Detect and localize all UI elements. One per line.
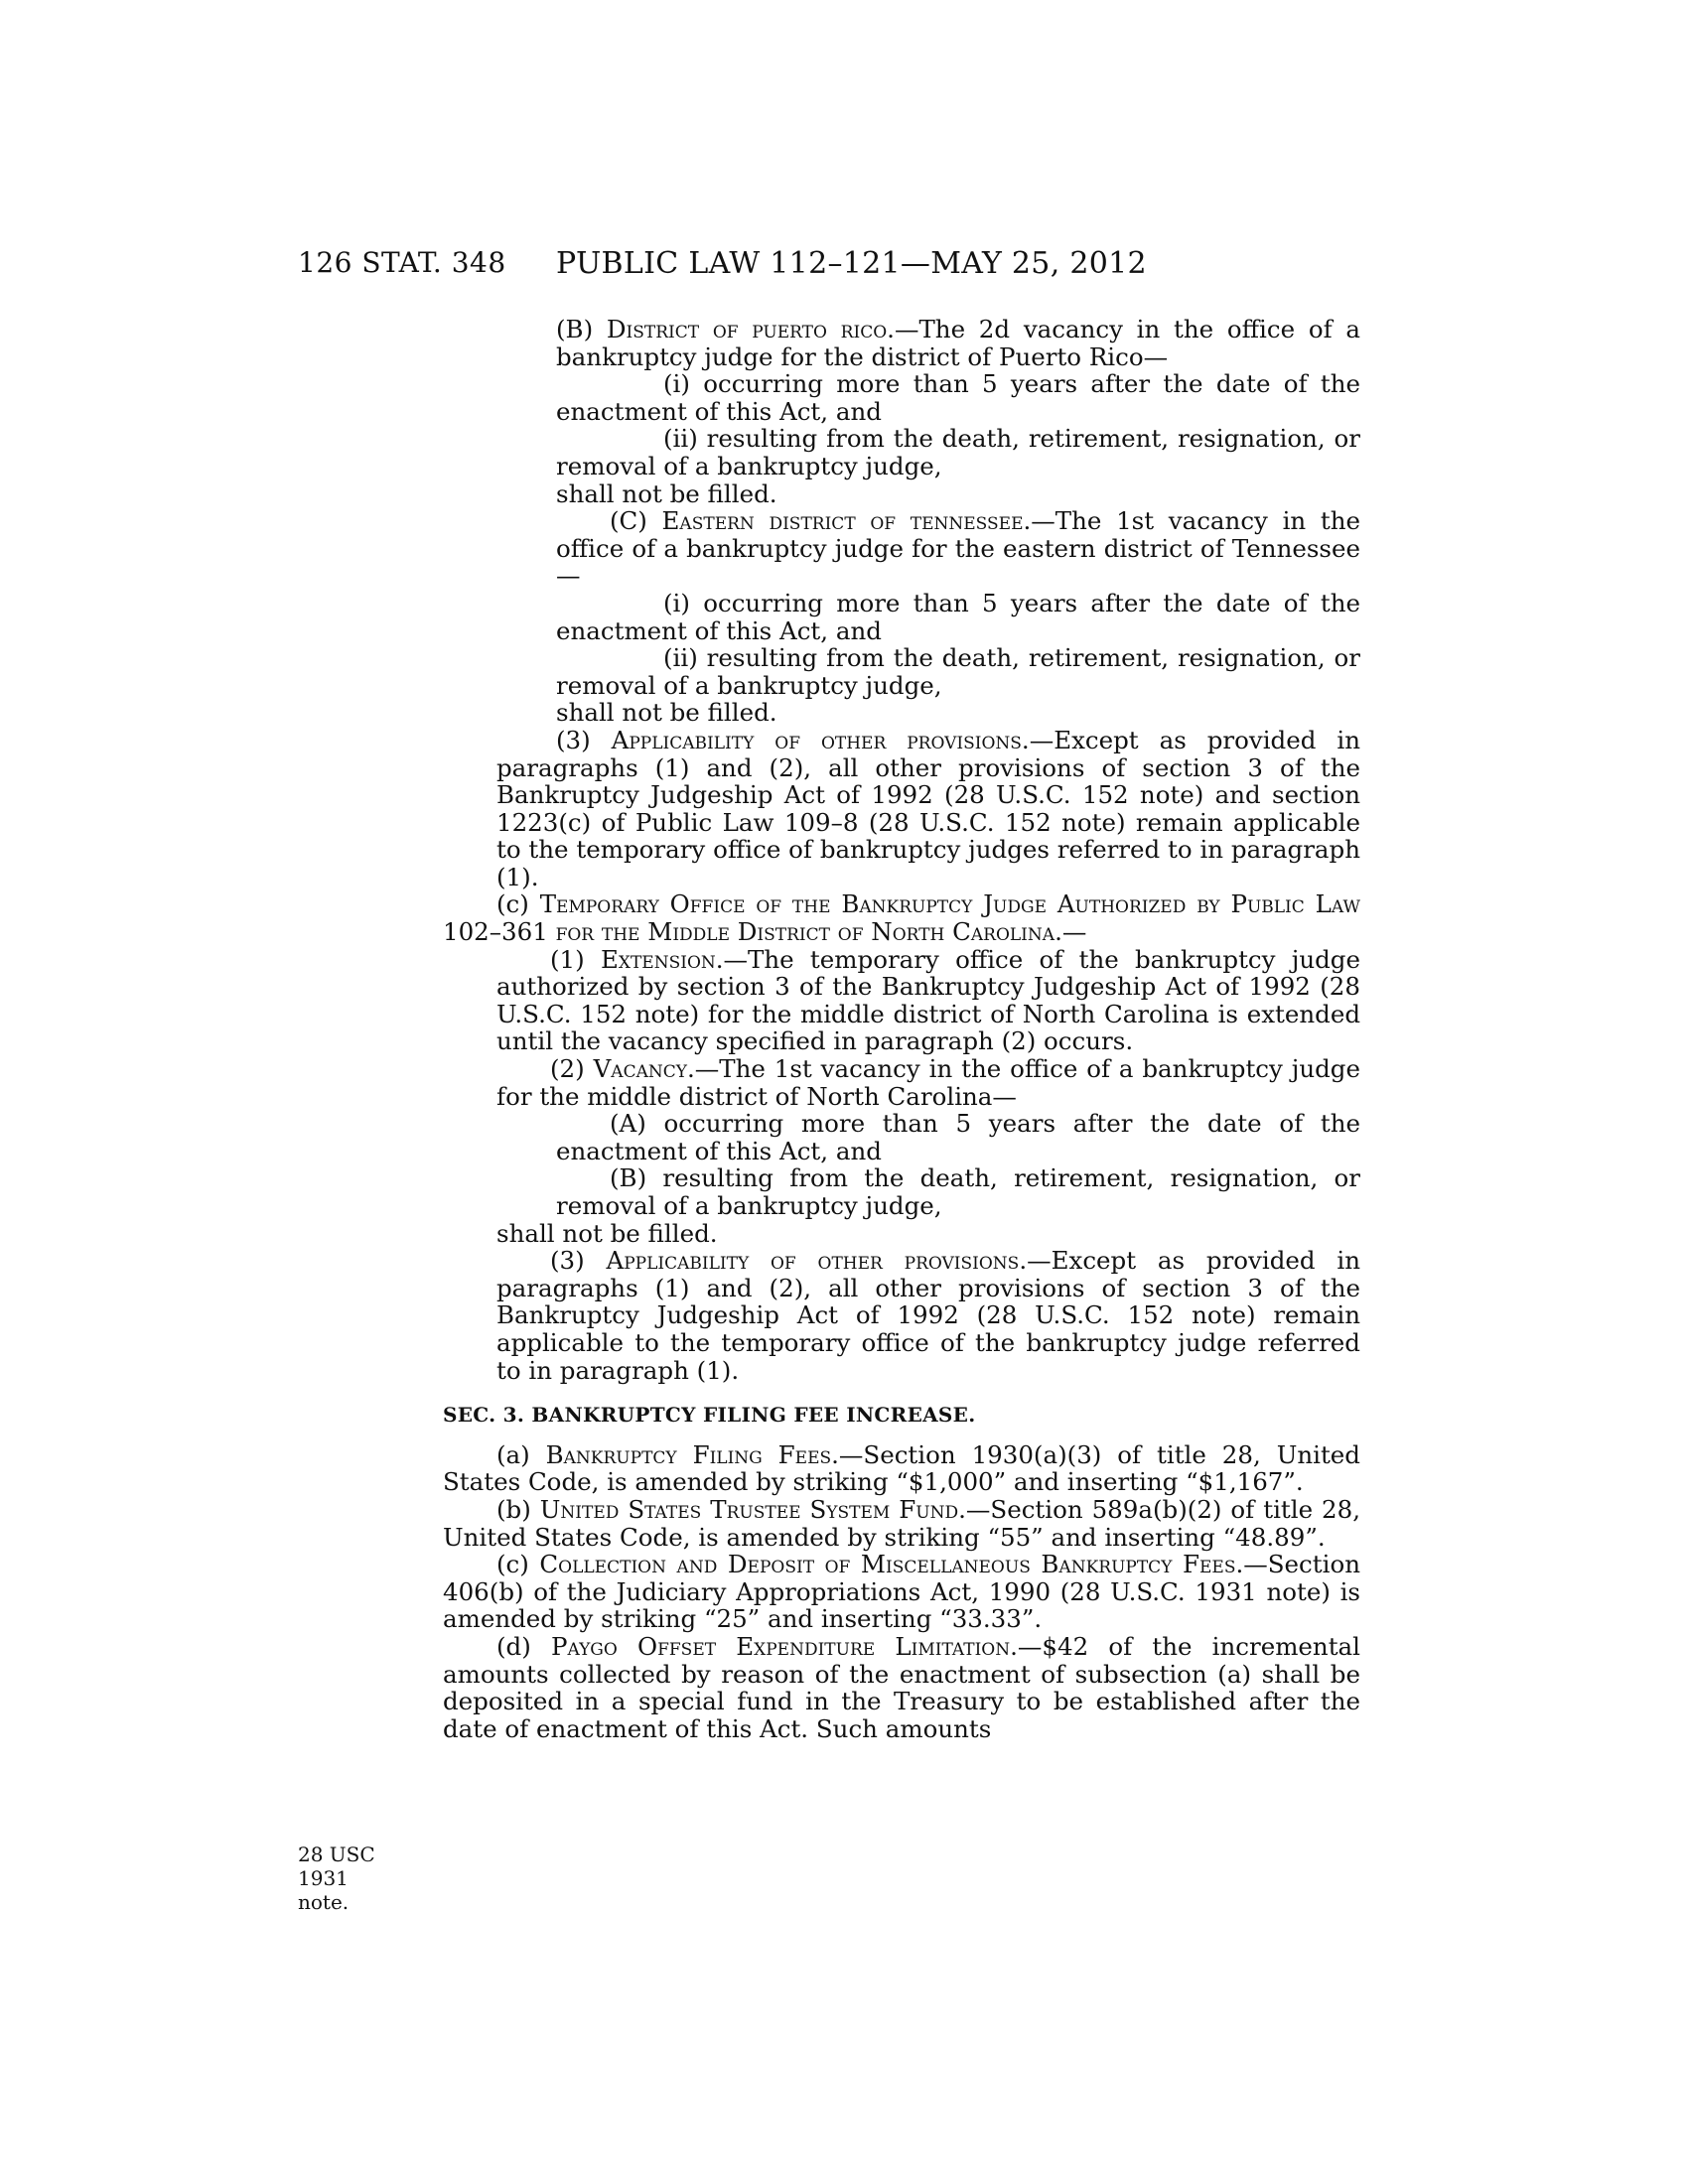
clause-c-i: (i) occurring more than 5 years after the date of the enactment of this Act, and (556, 588, 1360, 645)
subsection-text: .—Section 406(b) of the Judiciary Appropriations Act, 1990 (28 U.S.C. 1931 note) is amended by striking “25” and inserting “33.33”. (443, 1550, 1360, 1634)
subparagraph-label: (B) (556, 315, 607, 343)
subsection-text: .—$42 of the incremental amounts collected by reason of the enactment of subsection (a) shall be deposited in a special fund in the Treasury to be established after the date of enactment of this Act. Such amounts (443, 1631, 1361, 1743)
section-3-subsection-d (443, 1633, 1360, 1742)
section-3-subsection-a (443, 1441, 1360, 1496)
clause-b-i: (i) occurring more than 5 years after the date of the enactment of this Act, and (556, 369, 1360, 426)
margin-note (298, 1843, 427, 1914)
clause-c-ii: (ii) resulting from the death, retirement, resignation, or removal of a bankruptcy judge, (556, 643, 1360, 700)
paragraph-heading: Applicability of other provisions (606, 1246, 1020, 1276)
paragraph-text: .—The 1st vacancy in the office of a bankruptcy judge for the middle district of North Carolina— (496, 1054, 1360, 1111)
subparagraph-2-b: (B) resulting from the death, retirement, resignation, or removal of a bankruptcy judge, (556, 1163, 1360, 1220)
paragraph-heading: Vacancy (593, 1054, 687, 1084)
subparagraph-text: .—The 2d vacancy in the office of a bankruptcy judge for the district of Puerto Rico— (556, 315, 1361, 371)
page-header (0, 246, 1688, 286)
paragraph-label: (3) (556, 725, 612, 754)
paragraph-3-applicability (496, 727, 1360, 891)
subsection-text: .—Section 1930(a)(3) of title 28, United States Code, is amended by striking “$1,000” and inserting “$1,167”. (443, 1439, 1360, 1497)
subparagraph-heading: Eastern district of tennessee (661, 506, 1024, 536)
paragraph-2-vacancy (496, 1055, 1360, 1110)
paragraph-text: .—The temporary office of the bankruptcy judge authorized by section 3 of the Bankruptcy Judgeship Act of 1992 (28 U.S.C. 152 note) for the middle district of North Carolina is extended until the vacancy specified in paragraph (2) occurs. (496, 944, 1360, 1056)
section-3-subsection-c (443, 1551, 1360, 1633)
subparagraph-c-tennessee (496, 507, 1360, 590)
paragraph-text: .—Except as provided in paragraphs (1) and (2), all other provisions of section 3 of the Bankruptcy Judgeship Act of 1992 (28 U.S.C. 152 note) and section 1223(c) of Public Law 109–8 (28 U.S.C. 152 note) remain applicable to the temporary office of bankruptcy judges referred to in paragraph (1). (496, 725, 1360, 891)
paragraph-heading: Extension (600, 944, 716, 974)
paragraph-label: (2) (550, 1054, 594, 1084)
subparagraph-heading: District of puerto rico (606, 315, 888, 343)
section-3-heading: SEC. 3. BANKRUPTCY FILING FEE INCREASE. (443, 1403, 976, 1428)
subsection-heading: Bankruptcy Filing Fees (545, 1439, 832, 1469)
statute-page-reference: 126 STAT. 348 (298, 246, 506, 279)
closing-c: shall not be filled. (556, 698, 777, 728)
clause-b-ii: (ii) resulting from the death, retirement, resignation, or removal of a bankruptcy judge, (556, 424, 1360, 480)
subsection-label: (b) (496, 1494, 540, 1524)
document-body (443, 315, 1361, 1743)
closing-b: shall not be filled. (556, 478, 777, 508)
margin-note-suffix: note. (298, 1890, 350, 1914)
subsection-c-temporary-office (443, 890, 1360, 945)
paragraph-label: (3) (550, 1246, 607, 1276)
section-3-subsection-b (443, 1496, 1360, 1551)
paragraph-text: .—Except as provided in paragraphs (1) and (2), all other provisions of section 3 of the Bankruptcy Judgeship Act of 1992 (28 U.S.C. 152 note) remain applicable to the temporary office of the bankruptcy judge referred to in paragraph (1). (496, 1246, 1361, 1385)
subparagraph-label: (C) (610, 506, 662, 536)
subparagraph-b-puerto-rico (457, 316, 1360, 370)
subsection-label: (a) (496, 1439, 546, 1469)
subsection-heading: United States Trustee System Fund (539, 1494, 959, 1524)
closing-2: shall not be filled. (496, 1218, 718, 1248)
subsection-label: (c) (496, 1550, 540, 1579)
subsection-heading: Temporary Office of the Bankruptcy Judge Authorized by Public Law 102–361 for the Middle District of North Carolina (443, 889, 1360, 947)
paragraph-label: (1) (550, 944, 601, 974)
paragraph-3-applicability-nc (496, 1247, 1360, 1384)
subsection-label: (d) (496, 1631, 551, 1661)
subparagraph-text: .—The 1st vacancy in the office of a bankruptcy judge for the eastern district of Tennessee— (556, 506, 1360, 591)
paragraph-1-extension (496, 946, 1360, 1055)
subsection-text: .— (1055, 917, 1087, 947)
subparagraph-2-a: (A) occurring more than 5 years after the date of the enactment of this Act, and (556, 1109, 1360, 1165)
subsection-label: (c) (496, 889, 540, 919)
subsection-text: .—Section 589a(b)(2) of title 28, United States Code, is amended by striking “55” and inserting “48.89”. (443, 1494, 1361, 1552)
subsection-heading: Paygo Offset Expenditure Limitation (551, 1631, 1011, 1661)
public-law-title: PUBLIC LAW 112–121—MAY 25, 2012 (556, 246, 1147, 281)
margin-note-citation: 28 USC 1931 (298, 1843, 375, 1890)
paragraph-heading: Applicability of other provisions (611, 725, 1022, 754)
subsection-heading: Collection and Deposit of Miscellaneous Bankruptcy Fees (539, 1550, 1236, 1579)
